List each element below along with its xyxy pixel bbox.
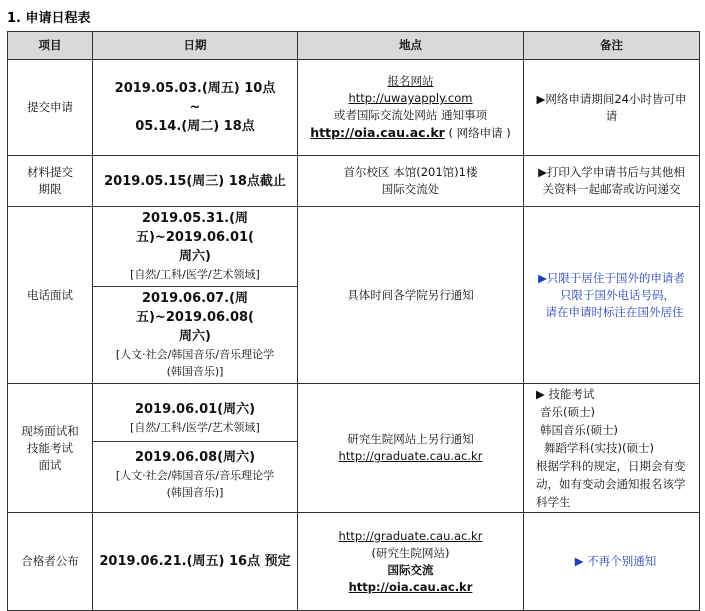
note-text: 动，如有变动会通知报名该学 xyxy=(536,477,686,491)
field-scope: [自然/工科/医学/艺术领域] xyxy=(130,420,260,434)
date-cell-phone xyxy=(93,207,298,384)
note-text: 关资料一起邮寄或访问递交 xyxy=(542,182,681,196)
location-text: 具体时间各学院另行通知 xyxy=(347,287,474,302)
item-label: 电话面试 xyxy=(27,287,73,302)
item-cell-docs xyxy=(8,156,93,207)
date-cell-onsite xyxy=(93,384,298,513)
item-label: 合格者公布 xyxy=(21,554,79,568)
onsite-date-group-2 xyxy=(93,442,297,505)
date-end: 05.14.(周二) 18点 xyxy=(135,119,255,134)
note-text: 韩国音乐(硕士) xyxy=(540,423,618,437)
note-cell-apply xyxy=(524,60,700,156)
location-cell-docs xyxy=(298,156,524,207)
apply-site-label-link[interactable]: 报名网站 xyxy=(387,74,434,88)
note-text: 只限于国外电话号码， xyxy=(560,287,675,302)
column-header-date: 日期 xyxy=(93,32,298,60)
schedule-table xyxy=(7,31,700,611)
location-cell-phone xyxy=(298,207,524,384)
date-announce: 2019.06.21.(周五) 16点 预定 xyxy=(99,554,291,569)
date-cell-apply xyxy=(93,60,298,156)
location-cell-onsite xyxy=(298,384,524,513)
date-single: 2019.06.01(周六) xyxy=(134,401,256,417)
table-row-result xyxy=(8,513,700,611)
field-scope: [自然/工科/医学/艺术领域] xyxy=(130,268,260,281)
date-range-separator: ~ xyxy=(189,100,201,115)
column-header-notes: 备注 xyxy=(524,32,700,60)
field-scope: (韩国音乐)] xyxy=(166,365,224,378)
item-cell-phone xyxy=(8,207,93,384)
note-text: ▶打印入学申请书后与其他相 xyxy=(538,165,685,179)
note-text: 请在申请时标注在国外居住 xyxy=(545,304,684,319)
location-text: 研究生院网站上另行通知 xyxy=(347,432,474,446)
note-cell-onsite xyxy=(524,384,700,513)
note-cell-result xyxy=(524,513,700,611)
column-header-location: 地点 xyxy=(298,32,524,60)
date-start: 2019.05.03.(周五) 10点 xyxy=(114,81,276,96)
note-text: 科学生 xyxy=(536,495,571,509)
location-text: 国际交流处 xyxy=(381,182,440,196)
field-scope: [人文·社会/韩国音乐/音乐理论学 xyxy=(115,348,275,361)
note-text: 请 xyxy=(605,108,618,123)
online-apply-text: ( 网络申请 ) xyxy=(444,126,511,140)
date-range: 2019.05.31.(周五)~2019.06.01( xyxy=(135,211,255,245)
graduate-site-link[interactable]: http://graduate.cau.ac.kr xyxy=(338,449,483,463)
table-row-onsite xyxy=(8,384,700,513)
date-deadline: 2019.05.15(周三) 18点截止 xyxy=(104,173,286,189)
note-text: 舞蹈学科(实技)(硕士) xyxy=(544,441,654,455)
table-header-row xyxy=(8,32,700,60)
date-cell-result xyxy=(93,513,298,611)
table-row-docs xyxy=(8,156,700,207)
note-cell-phone xyxy=(524,207,700,384)
oia-link[interactable]: http://oia.cau.ac.kr xyxy=(310,125,445,140)
date-range: 2019.06.07.(周五)~2019.06.08( xyxy=(135,291,255,325)
phone-date-group-1 xyxy=(93,207,297,287)
date-single: 2019.06.08(周六) xyxy=(134,449,256,465)
note-text: ▶网络申请期间24小时皆可申 xyxy=(536,91,687,106)
column-header-item: 项目 xyxy=(8,32,93,60)
date-cell-docs xyxy=(93,156,298,207)
location-text: (研究生院网站) xyxy=(371,545,450,560)
item-cell-onsite xyxy=(8,384,93,513)
item-cell-apply xyxy=(8,60,93,156)
uwayapply-link[interactable]: http://uwayapply.com xyxy=(348,91,473,105)
item-cell-result xyxy=(8,513,93,611)
location-text: 国际交流 xyxy=(387,562,434,577)
graduate-site-link[interactable]: http://graduate.cau.ac.kr xyxy=(338,528,483,543)
location-cell-apply xyxy=(298,60,524,156)
onsite-date-group-1 xyxy=(93,392,297,442)
note-text: 根据学科的规定，日期会有变 xyxy=(536,459,686,473)
table-row-phone xyxy=(8,207,700,384)
date-range: 周六) xyxy=(179,329,211,344)
table-row-apply xyxy=(8,60,700,156)
date-range: 周六) xyxy=(179,249,211,264)
phone-date-group-2 xyxy=(93,287,297,383)
apply-alt-text: 或者国际交流处网站 通知事项 xyxy=(333,108,488,122)
item-label: 期限 xyxy=(38,182,62,196)
item-label: 面试 xyxy=(38,457,62,472)
note-text: 音乐(硕士) xyxy=(540,405,595,419)
note-text: ▶ 技能考试 xyxy=(536,387,595,401)
item-label: 现场面试和 xyxy=(21,423,79,438)
oia-link[interactable]: http://oia.cau.ac.kr xyxy=(348,579,473,594)
field-scope: [人文·社会/韩国音乐/音乐理论学 xyxy=(115,468,275,482)
item-label: 技能考试 xyxy=(27,440,73,455)
location-cell-result xyxy=(298,513,524,611)
field-scope: (韩国音乐)] xyxy=(166,485,224,499)
note-text: ▶只限于居住于国外的申请者 xyxy=(538,270,685,285)
location-text: 首尔校区 本馆(201馆)1楼 xyxy=(343,165,478,179)
note-text: ▶ 不再个别通知 xyxy=(574,554,657,568)
item-label: 提交申请 xyxy=(27,100,73,114)
item-label: 材料提交 xyxy=(27,165,73,179)
note-cell-docs xyxy=(524,156,700,207)
section-heading: 1. 申请日程表 xyxy=(7,11,91,26)
